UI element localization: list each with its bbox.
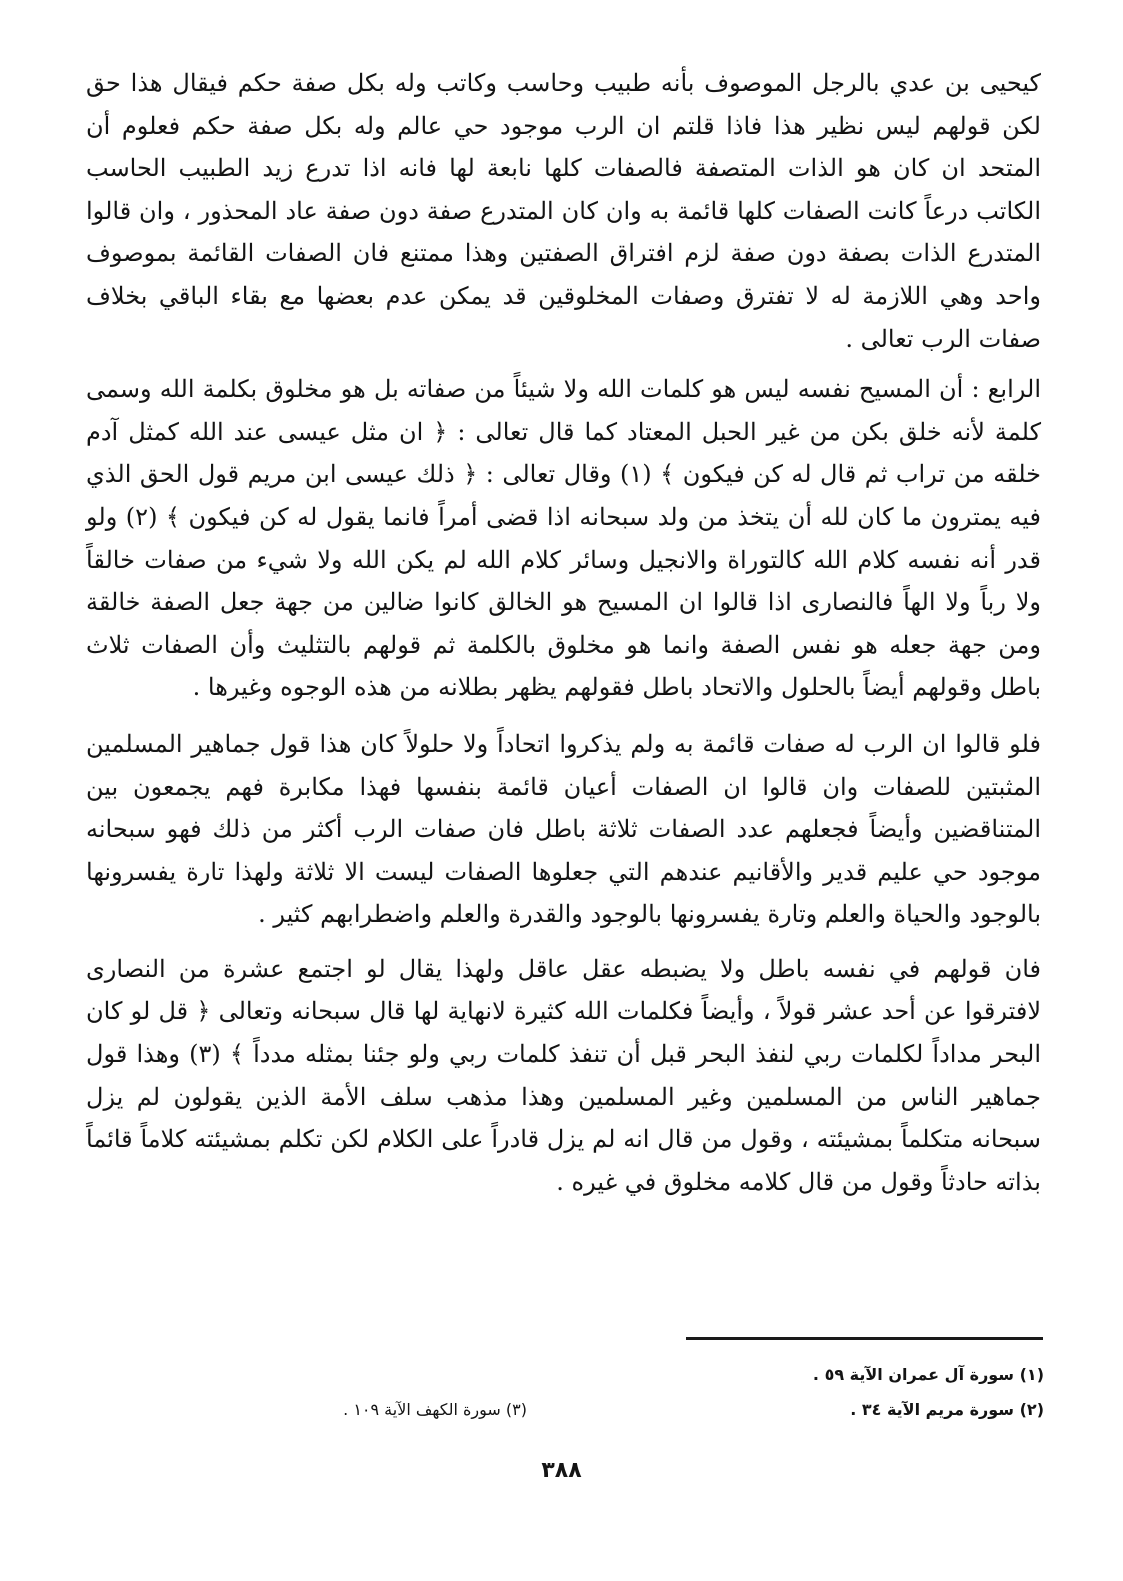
paragraph-3: فلو قالوا ان الرب له صفات قائمة به ولم يذكروا اتحاداً ولا حلولاً كان هذا قول جماهير المسلمين المثبتين للصفات وان قالوا ان الصفات أعيان قائمة بنفسها فهذا مكابرة فهم يجمعون بين المتناقضين وأيضاً فجعلهم عدد الصفات ثلاثة باطل فان صفات الرب أكثر من ذلك فهو سبحانه موجود حي عليم قدير والأقانيم عندهم التي جعلوها الصفات ليست الا ثلاثة ولهذا تارة يفسرونها بالوجود والحياة والعلم وتارة يفسرونها بالوجود والقدرة والعلم واضطرابهم كثير .	[86, 729, 1041, 929]
footnote-1: (١) سورة آل عمران الآية ٥٩ .	[812, 1365, 1044, 1384]
page-number: ٣٨٨	[541, 1458, 582, 1483]
paragraph-4: فان قولهم في نفسه باطل ولا يضبطه عقل عاقل ولهذا يقال لو اجتمع عشرة من النصارى لافترقوا عن أحد عشر قولاً ، وأيضاً فكلمات الله كثيرة لانهاية لها قال سبحانه وتعالى ﴿ قل لو كان البحر مداداً لكلمات ربي لنفذ البحر قبل أن تنفذ كلمات ربي ولو جئنا بمثله مدداً ﴾ (٣) وهذا قول جماهير الناس من المسلمين وغير المسلمين وهذا مذهب سلف الأمة الذين يقولون لم يزل سبحانه متكلماً بمشيئته ، وقول من قال انه لم يزل قادراً على الكلام لكن تكلم بمشيئته كلاماً قائماً بذاته حادثاً وقول من قال كلامه مخلوق في غيره .	[86, 954, 1042, 1196]
paragraph-1: كيحيى بن عدي بالرجل الموصوف بأنه طبيب وحاسب وكاتب وله بكل صفة حكم فيقال هذا حق لكن قولهم ليس نظير هذا فاذا قلتم ان الرب موجود حي عالم وله بكل صفة حكم فعلوم أن المتحد ان كان هو الذات المتصفة فالصفات كلها نابعة لها فانه اذا تدرع زيد الطبيب الحاسب الكاتب درعاً كانت الصفات كلها قائمة به وان كان المتدرع صفة دون صفة عاد المحذور ، وان قالوا المتدرع الذات بصفة دون صفة لزم افتراق الصفتين وهذا ممتنع فان الصفات القائمة بموصوف واحد وهي اللازمة له لا تفترق وصفات المخلوقين قد يمكن عدم بعضها مع بقاء الباقي بخلاف صفات الرب تعالى .	[86, 69, 1042, 353]
footnote-3: (٣) سورة الكهف الآية ١٠٩ .	[343, 1400, 527, 1419]
paragraph-2: الرابع : أن المسيح نفسه ليس هو كلمات الله ولا شيئاً من صفاته بل هو مخلوق بكلمة الله وسمى كلمة لأنه خلق بكن من غير الحبل المعتاد كما قال تعالى : ﴿ ان مثل عيسى عند الله كمثل آدم خلقه من تراب ثم قال له كن فيكون ﴾ (١) وقال تعالى : ﴿ ذلك عيسى ابن مريم قول الحق الذي فيه يمترون ما كان لله أن يتخذ من ولد سبحانه اذا قضى أمراً فانما يقول له كن فيكون ﴾ (٢) ولو قدر أنه نفسه كلام الله كالتوراة والانجيل وسائر كلام الله لم يكن الله ولا شيء من صفات خالقاً ولا رباً ولا الهاً فالنصارى اذا قالوا ان المسيح هو الخالق كانوا ضالين من جهة جعل الصفة خالقة ومن جهة جعله هو نفس الصفة وانما هو مخلوق بالكلمة ثم قولهم بالتثليث وأن الصفات ثلاث باطل وقولهم أيضاً بالحلول والاتحاد باطل فقولهم يظهر بطلانه من هذه الوجوه وغيرها .	[86, 375, 1042, 702]
main-text	[86, 62, 1041, 1203]
footnote-divider	[686, 1337, 1043, 1340]
footnote-2: (٢) سورة مريم الآية ٣٤ .	[850, 1400, 1044, 1419]
